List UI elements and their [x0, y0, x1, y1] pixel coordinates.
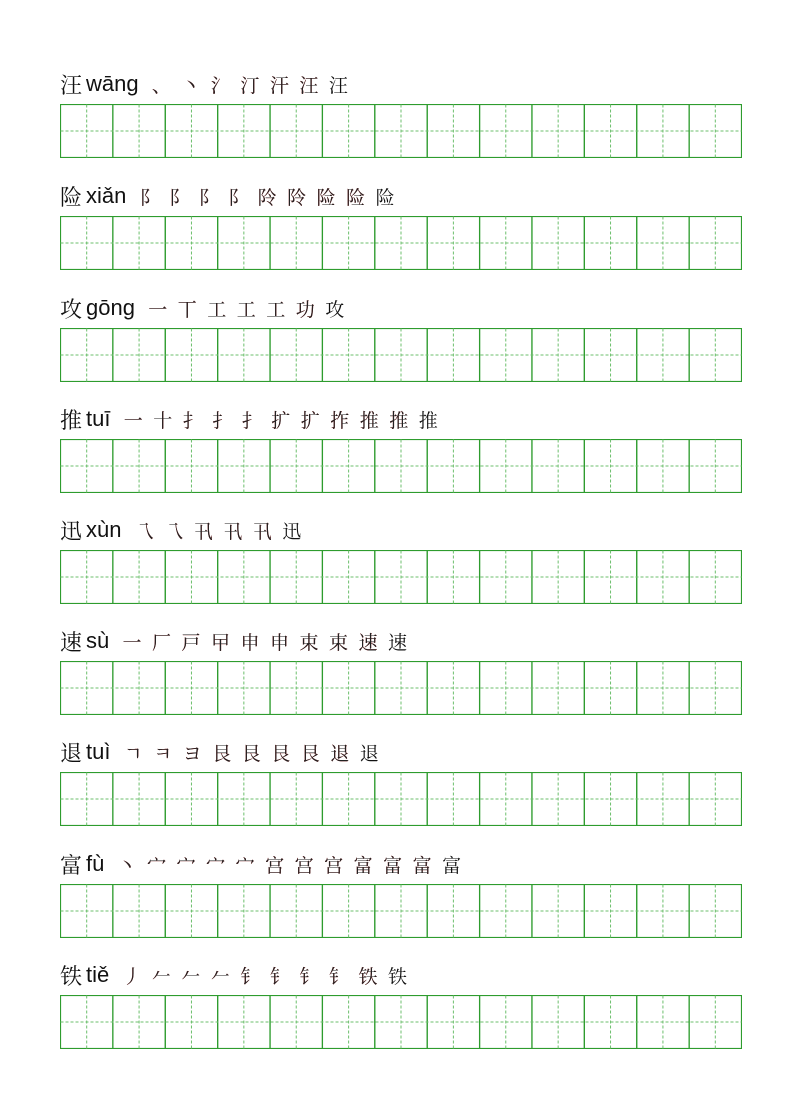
stroke-order — [130, 517, 307, 544]
practice-row — [60, 623, 742, 723]
row-label — [60, 846, 466, 882]
stroke-step: ㅋ — [153, 742, 172, 765]
pinyin: wāng — [86, 71, 139, 96]
stroke-order — [143, 295, 350, 322]
pinyin: tuì — [86, 739, 111, 764]
character: 攻 — [60, 297, 83, 323]
row-label — [60, 290, 349, 326]
pinyin: fù — [86, 851, 105, 876]
stroke-step: 拃 — [330, 409, 350, 432]
stroke-step: 宀 — [235, 854, 255, 877]
pinyin: sù — [86, 628, 110, 653]
stroke-step: 退 — [330, 742, 350, 765]
writing-grid[interactable] — [60, 995, 742, 1049]
stroke-step: 束 — [329, 631, 349, 654]
writing-grid[interactable] — [60, 772, 742, 826]
row-label — [60, 623, 412, 659]
stroke-step: 富 — [412, 854, 432, 877]
stroke-step: 扌 — [212, 409, 232, 432]
writing-grid[interactable] — [60, 104, 742, 158]
row-label — [60, 178, 400, 214]
stroke-step: 𠂉 — [181, 965, 201, 988]
stroke-step: 艮 — [271, 742, 291, 765]
stroke-order — [134, 183, 400, 210]
row-label — [60, 401, 443, 437]
stroke-step: 卂 — [193, 520, 213, 543]
practice-row — [60, 290, 742, 390]
stroke-step: 一 — [122, 631, 142, 654]
stroke-step: 卂 — [252, 520, 272, 543]
stroke-step: 工 — [236, 298, 256, 321]
stroke-step: 铁 — [358, 965, 378, 988]
stroke-step: 工 — [207, 298, 227, 321]
stroke-step: 推 — [359, 409, 379, 432]
stroke-step: 氵 — [210, 74, 230, 97]
stroke-step: 宫 — [265, 854, 285, 877]
stroke-step: 丶 — [181, 74, 201, 97]
character: 汪 — [60, 73, 83, 99]
stroke-order — [112, 851, 466, 878]
stroke-step: 富 — [383, 854, 403, 877]
stroke-step: 戸 — [181, 631, 201, 654]
stroke-step: 扌 — [182, 409, 202, 432]
character: 推 — [60, 408, 83, 434]
writing-grid[interactable] — [60, 328, 742, 382]
row-label — [60, 734, 384, 770]
stroke-step: 险 — [346, 186, 366, 209]
stroke-step: 迅 — [282, 520, 302, 543]
stroke-step: 申 — [240, 631, 260, 654]
writing-grid[interactable] — [60, 216, 742, 270]
stroke-step: 功 — [295, 298, 315, 321]
stroke-step: 十 — [153, 409, 173, 432]
stroke-order — [118, 739, 384, 766]
stroke-step: 、 — [151, 74, 171, 97]
stroke-step: 一 — [123, 409, 143, 432]
stroke-step: 艮 — [212, 742, 232, 765]
stroke-step: 阝 — [139, 186, 159, 209]
stroke-step: 丶 — [117, 854, 137, 877]
character: 退 — [60, 741, 83, 767]
stroke-step: 阝 — [228, 186, 248, 209]
stroke-step: 铁 — [388, 965, 408, 988]
stroke-step: 申 — [270, 631, 290, 654]
stroke-step: 钅 — [299, 965, 319, 988]
pinyin: xiǎn — [86, 183, 127, 208]
stroke-step: 艮 — [300, 742, 320, 765]
practice-row — [60, 734, 742, 834]
practice-row — [60, 178, 742, 278]
stroke-step: 宫 — [324, 854, 344, 877]
character: 富 — [60, 853, 83, 879]
stroke-step: 乁 — [164, 520, 184, 543]
stroke-step: 𠂉 — [152, 965, 172, 988]
writing-grid[interactable] — [60, 439, 742, 493]
stroke-order — [147, 71, 354, 98]
stroke-step: 汪 — [328, 74, 348, 97]
stroke-step: 宀 — [206, 854, 226, 877]
stroke-step: 汪 — [299, 74, 319, 97]
stroke-step: 丿 — [122, 965, 142, 988]
stroke-step: 𠂉 — [211, 965, 231, 988]
stroke-step: 卂 — [223, 520, 243, 543]
stroke-step: 阝 — [169, 186, 189, 209]
stroke-step: 扌 — [241, 409, 261, 432]
stroke-order — [118, 406, 443, 433]
stroke-step: ㄱ — [124, 742, 143, 765]
writing-grid[interactable] — [60, 884, 742, 938]
stroke-step: 宫 — [294, 854, 314, 877]
practice-row — [60, 401, 742, 501]
stroke-step: 曱 — [211, 631, 231, 654]
stroke-step: 推 — [389, 409, 409, 432]
stroke-order — [117, 962, 412, 989]
stroke-step: 艮 — [241, 742, 261, 765]
stroke-step: 钅 — [270, 965, 290, 988]
stroke-step: 宀 — [176, 854, 196, 877]
stroke-step: 速 — [358, 631, 378, 654]
writing-grid[interactable] — [60, 550, 742, 604]
stroke-step: 险 — [316, 186, 336, 209]
stroke-step: 富 — [353, 854, 373, 877]
practice-row — [60, 846, 742, 946]
pinyin: tuī — [86, 406, 111, 431]
row-label — [60, 957, 412, 993]
stroke-step: 丅 — [177, 298, 197, 321]
pinyin: gōng — [86, 295, 135, 320]
character: 速 — [60, 630, 83, 656]
stroke-step: 汀 — [240, 74, 260, 97]
writing-grid[interactable] — [60, 661, 742, 715]
stroke-step: 钅 — [329, 965, 349, 988]
stroke-step: 一 — [148, 298, 168, 321]
stroke-step: 阝 — [198, 186, 218, 209]
stroke-step: 钅 — [240, 965, 260, 988]
practice-row — [60, 957, 742, 1057]
character: 险 — [60, 185, 83, 211]
stroke-step: 乁 — [134, 520, 154, 543]
stroke-step: ヨ — [182, 742, 202, 765]
pinyin: xùn — [86, 517, 122, 542]
stroke-step: 推 — [418, 409, 438, 432]
stroke-step: 束 — [299, 631, 319, 654]
stroke-step: 汗 — [269, 74, 289, 97]
character: 铁 — [60, 964, 83, 990]
stroke-step: 险 — [375, 186, 395, 209]
stroke-step: 阾 — [257, 186, 277, 209]
stroke-step: 宀 — [147, 854, 167, 877]
character: 迅 — [60, 519, 83, 545]
practice-row — [60, 512, 742, 612]
stroke-step: 扩 — [271, 409, 291, 432]
stroke-step: 速 — [388, 631, 408, 654]
stroke-step: 阾 — [287, 186, 307, 209]
row-label — [60, 66, 353, 102]
row-label — [60, 512, 307, 548]
stroke-step: 退 — [359, 742, 379, 765]
stroke-step: 富 — [442, 854, 462, 877]
practice-row — [60, 66, 742, 166]
stroke-step: 扩 — [300, 409, 320, 432]
stroke-step: 攻 — [325, 298, 345, 321]
stroke-order — [117, 628, 412, 655]
pinyin: tiě — [86, 962, 110, 987]
stroke-step: 厂 — [152, 631, 172, 654]
stroke-step: 工 — [266, 298, 286, 321]
